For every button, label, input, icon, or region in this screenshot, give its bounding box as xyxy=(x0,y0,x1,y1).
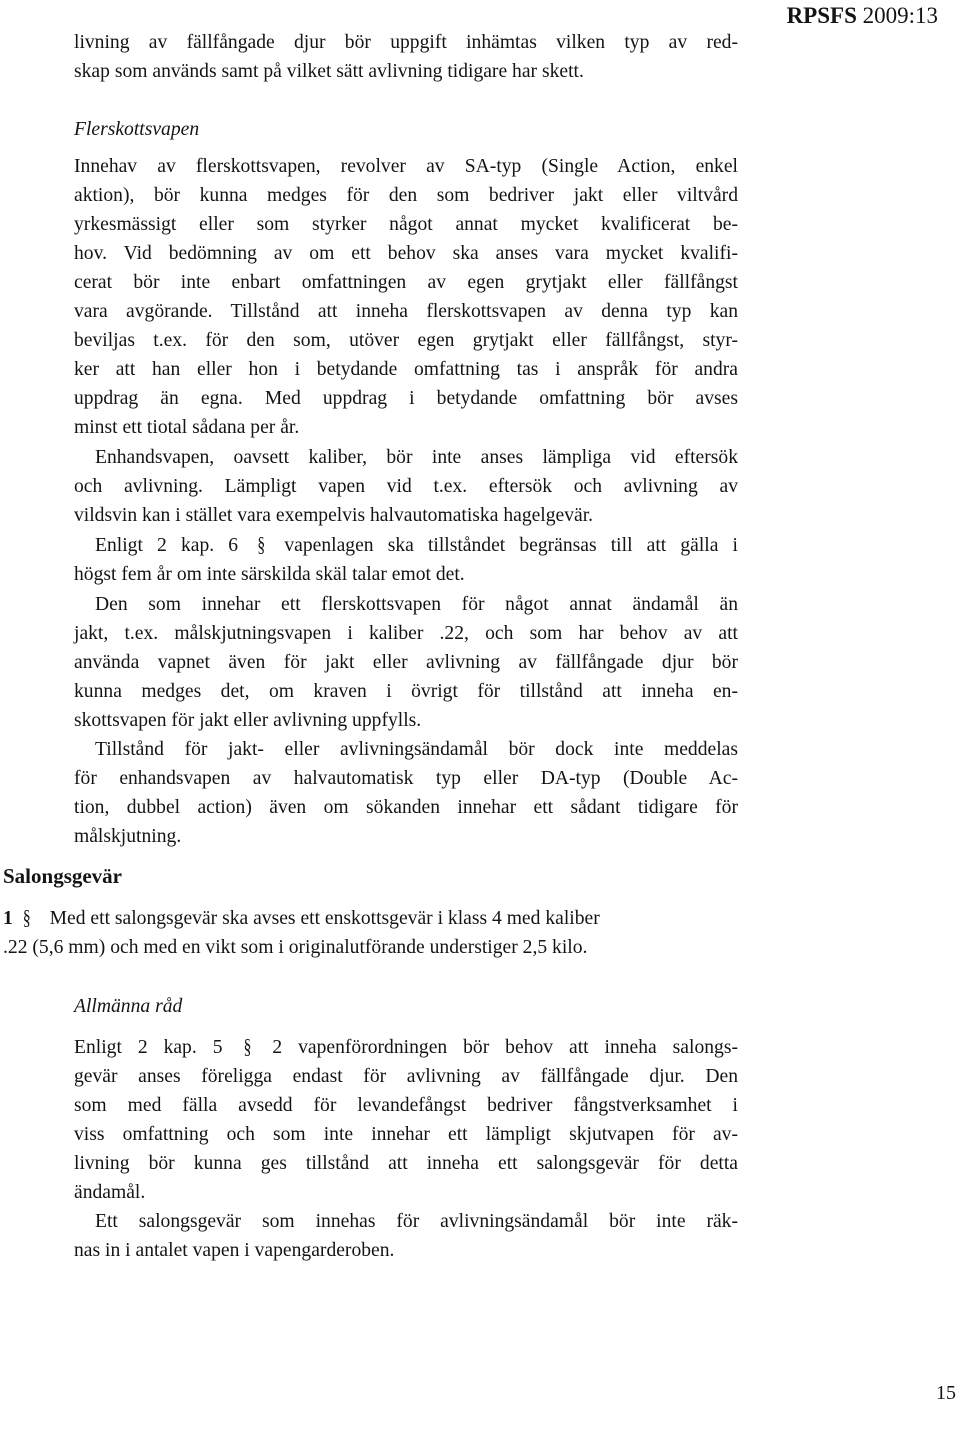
text-line: och avlivning. Lämpligt vapen vid t.ex. eftersök och avlivning av xyxy=(74,476,738,497)
text-line: viss omfattning och som inte innehar ett lämpligt skjutvapen för av- xyxy=(74,1124,738,1145)
text-line: beviljas t.ex. för den som, utöver egen grytjakt eller fällfångst, styr- xyxy=(74,330,738,351)
text-fragment: Enligt 2 kap. 5 xyxy=(74,1037,223,1058)
text-line: använda vapnet även för jakt eller avlivning av fällfångade djur bör xyxy=(74,652,738,673)
text-line: ändamål. xyxy=(74,1182,146,1203)
section-heading: Salongsgevär xyxy=(3,864,123,888)
text-fragment: Enligt 2 kap. 6 xyxy=(95,535,239,556)
text-line: Enhandsvapen, oavsett kaliber, bör inte anses lämpliga vid eftersök xyxy=(95,447,738,468)
text-line: gevär anses föreligga endast för avlivning av fällfångade djur. Den xyxy=(74,1066,738,1087)
running-header xyxy=(787,3,938,29)
text-line: aktion), bör kunna medges för den som bedriver jakt eller viltvård xyxy=(74,185,738,206)
text-line xyxy=(95,533,739,557)
section-heading: Flerskottsvapen xyxy=(74,119,200,140)
text-line: yrkesmässigt eller som styrker något annat mycket kvalificerat be- xyxy=(74,214,738,235)
text-line: nas in i antalet vapen i vapengarderoben. xyxy=(74,1240,395,1261)
text-line: högst fem år om inte särskilda skäl talar emot det. xyxy=(74,564,465,585)
section-sign: § xyxy=(22,906,31,930)
text-line: Innehav av flerskottsvapen, revolver av SA-typ (Single Action, enkel xyxy=(74,156,738,177)
text-fragment: 2 vapenförordningen bör behov att inneha salongs- xyxy=(272,1037,738,1058)
text-line: jakt, t.ex. målskjutningsvapen i kaliber .22, och som har behov av att xyxy=(74,623,738,644)
section-heading: Allmänna råd xyxy=(74,996,183,1017)
rule-line: .22 (5,6 mm) och med en vikt som i originalutförande understiger 2,5 kilo. xyxy=(3,937,588,958)
text-line: tion, dubbel action) även om sökanden innehar ett sådant tidigare för xyxy=(74,797,738,818)
text-line: cerat bör inte enbart omfattningen av egen grytjakt eller fällfångst xyxy=(74,272,738,293)
section-sign: § xyxy=(257,533,266,557)
text-line: skap som används samt på vilket sätt avlivning tidigare har skett. xyxy=(74,61,584,82)
text-fragment: vapenlagen ska tillståndet begränsas till att gälla i xyxy=(284,535,739,556)
text-line: för enhandsvapen av halvautomatisk typ eller DA-typ (Double Ac- xyxy=(74,768,738,789)
text-line: uppdrag än egna. Med uppdrag i betydande omfattning bör avses xyxy=(74,388,738,409)
rule-number: 1 xyxy=(3,908,13,929)
text-line xyxy=(74,1035,738,1059)
text-fragment: Med ett salongsgevär ska avses ett enskottsgevär i klass 4 med kaliber xyxy=(49,908,600,929)
text-line: skottsvapen för jakt eller avlivning uppfylls. xyxy=(74,710,422,731)
header-number: 2009:13 xyxy=(862,3,938,28)
text-line: ker att han eller hon i betydande omfattning tas i anspråk för andra xyxy=(74,359,738,380)
rule-line xyxy=(3,906,600,930)
section-sign: § xyxy=(243,1035,252,1059)
text-line: Ett salongsgevär som innehas för avlivningsändamål bör inte räk- xyxy=(95,1211,738,1232)
text-line: vara avgörande. Tillstånd att inneha flerskottsvapen av denna typ kan xyxy=(74,301,738,322)
text-line: målskjutning. xyxy=(74,826,182,847)
text-line: som med fälla avsedd för levandefångst bedriver fångstverksamhet i xyxy=(74,1095,738,1116)
text-line: vildsvin kan i stället vara exempelvis halvautomatiska hagelgevär. xyxy=(74,505,594,526)
text-line: kunna medges det, om kraven i övrigt för tillstånd att inneha en- xyxy=(74,681,738,702)
text-line: livning av fällfångade djur bör uppgift inhämtas vilken typ av red- xyxy=(74,32,738,53)
text-line: hov. Vid bedömning av om ett behov ska anses vara mycket kvalifi- xyxy=(74,243,738,264)
text-line: Den som innehar ett flerskottsvapen för något annat ändamål än xyxy=(95,594,738,615)
page-number: 15 xyxy=(936,1382,956,1404)
text-line: livning bör kunna ges tillstånd att inneha ett salongsgevär för detta xyxy=(74,1153,738,1174)
text-line: Tillstånd för jakt- eller avlivningsändamål bör dock inte meddelas xyxy=(95,739,738,760)
header-series: RPSFS xyxy=(786,3,857,28)
text-line: minst ett tiotal sådana per år. xyxy=(74,417,300,438)
